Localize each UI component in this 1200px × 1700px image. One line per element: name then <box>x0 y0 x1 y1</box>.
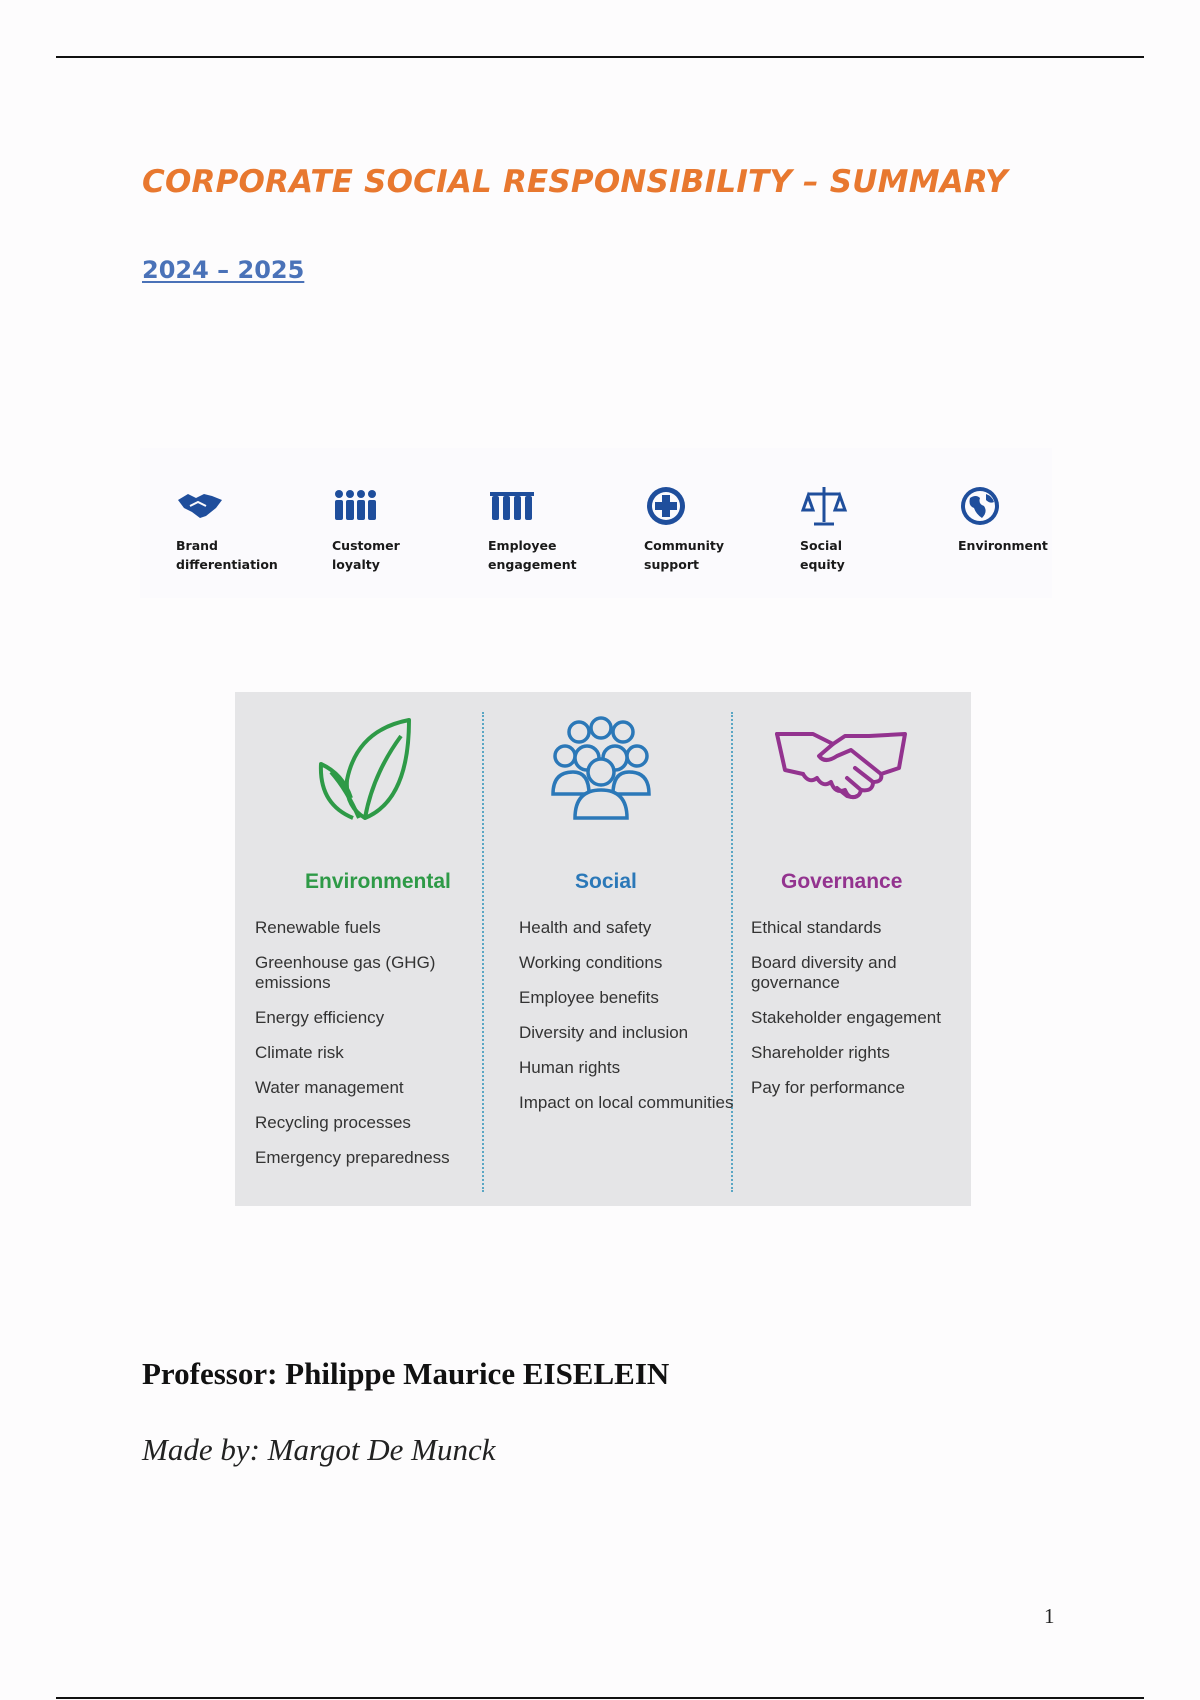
list-item: Employee benefits <box>519 988 659 1007</box>
people-icon <box>549 714 653 824</box>
social-list <box>519 918 749 1128</box>
benefit-customer-loyalty <box>332 484 482 574</box>
list-item: Water management <box>255 1078 404 1097</box>
environmental-list <box>255 918 485 1183</box>
list-item: Ethical standards <box>751 918 882 937</box>
esg-pillars-figure <box>235 692 971 1206</box>
benefit-label: Community support <box>644 538 725 572</box>
scales-icon <box>800 484 848 528</box>
benefit-brand-differentiation <box>176 484 326 574</box>
list-item: Diversity and inclusion <box>519 1023 689 1042</box>
environmental-heading: Environmental <box>305 870 451 893</box>
author-line: Made by: Margot De Munck <box>142 1432 496 1467</box>
list-item: Renewable fuels <box>255 918 381 937</box>
globe-icon <box>958 484 1006 528</box>
esg-column-environmental <box>255 714 451 1167</box>
handshake-icon <box>773 714 909 824</box>
list-item: Working conditions <box>519 953 663 972</box>
benefit-label: Environment <box>958 538 1048 553</box>
plus-circle-icon <box>644 484 692 528</box>
csr-benefits-strip <box>140 448 1052 598</box>
benefit-environment <box>958 484 1108 555</box>
list-item: Energy efficiency <box>255 1008 385 1027</box>
list-item: Recycling processes <box>255 1113 411 1132</box>
leaf-icon <box>317 714 421 824</box>
bottom-rule <box>56 1697 1144 1699</box>
handshake-icon <box>176 484 224 528</box>
page-number: 1 <box>1044 1604 1055 1628</box>
benefit-label: Brand differentiation <box>176 538 278 572</box>
list-item: Greenhouse gas (GHG) emissions <box>255 953 436 992</box>
academic-years: 2024 – 2025 <box>142 256 305 284</box>
list-item: Impact on local communities <box>519 1093 734 1112</box>
people-group-icon <box>332 484 380 528</box>
document-title: CORPORATE SOCIAL RESPONSIBILITY – SUMMARY <box>142 164 1008 200</box>
benefit-community-support <box>644 484 794 574</box>
esg-column-social <box>519 714 734 1112</box>
benefit-social-equity <box>800 484 950 574</box>
list-item: Stakeholder engagement <box>751 1008 941 1027</box>
benefit-label: Customer loyalty <box>332 538 400 572</box>
list-item: Shareholder rights <box>751 1043 890 1062</box>
list-item: Board diversity and governance <box>751 953 897 992</box>
governance-heading: Governance <box>781 870 903 893</box>
employees-raised-hands-icon <box>488 484 536 528</box>
professor-line: Professor: Philippe Maurice EISELEIN <box>142 1356 670 1391</box>
benefit-employee-engagement <box>488 484 638 574</box>
top-rule <box>56 56 1144 58</box>
benefit-label: Employee engagement <box>488 538 577 572</box>
social-heading: Social <box>575 870 637 893</box>
esg-column-governance <box>751 714 941 1097</box>
list-item: Pay for performance <box>751 1078 906 1097</box>
governance-list <box>751 918 981 1113</box>
list-item: Human rights <box>519 1058 621 1077</box>
benefit-label: Social equity <box>800 538 845 572</box>
list-item: Emergency preparedness <box>255 1148 450 1167</box>
list-item: Climate risk <box>255 1043 344 1062</box>
list-item: Health and safety <box>519 918 652 937</box>
